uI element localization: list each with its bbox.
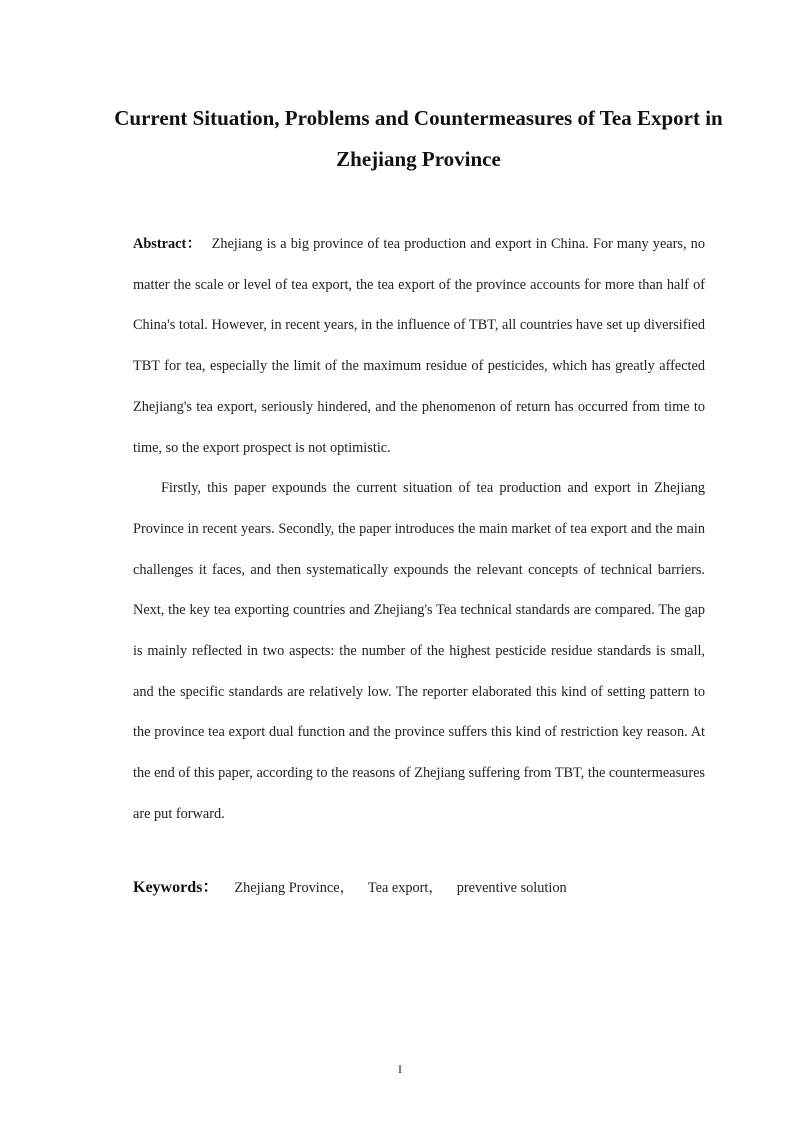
document-title: Current Situation, Problems and Countermeasures of Tea Export in Zhejiang Province <box>114 106 723 171</box>
abstract-paragraph-1-text: Zhejiang is a big province of tea production and export in China. For many years, no matter the scale or level of tea export, the tea export of the province accounts for more than half of China's total. However, in recent years, in the influence of TBT, all countries have set up diversified TBT for tea, especially the limit of the maximum residue of pesticides, which has greatly affected Zhejiang's tea export, seriously hindered, and the phenomenon of return has occurred from time to time, so the export prospect is not optimistic. <box>133 236 705 456</box>
keyword-1: Zhejiang Province <box>234 880 340 896</box>
abstract-label: Abstract： <box>133 236 202 252</box>
abstract-paragraph-2 <box>133 468 705 834</box>
keyword-3: preventive solution <box>456 880 567 896</box>
page-number: I <box>398 1062 402 1076</box>
keyword-2: Tea export <box>367 880 429 896</box>
abstract-paragraph-2-text: Firstly, this paper expounds the current situation of tea production and export in Zhejiang Province in recent years. Secondly, the paper introduces the main market of tea export and the main challenges it faces, and then systematically expounds the relevant concepts of technical barriers. Next, the key tea exporting countries and Zhejiang's Tea technical standards are compared. The gap is mainly reflected in two aspects: the number of the highest pesticide residue standards is small, and the specific standards are relatively low. The reporter elaborated this kind of setting pattern to the province tea export dual function and the province suffers this kind of restriction key reason. At the end of this paper, according to the reasons of Zhejiang suffering from TBT, the countermeasures are put forward. <box>133 480 705 822</box>
keywords-label: Keywords： <box>133 879 219 896</box>
keywords-line <box>133 872 705 904</box>
abstract-paragraph-1 <box>133 224 705 468</box>
abstract-section <box>133 224 705 835</box>
keyword-separator-1: ， <box>339 880 354 896</box>
keyword-separator-2: ， <box>428 880 443 896</box>
